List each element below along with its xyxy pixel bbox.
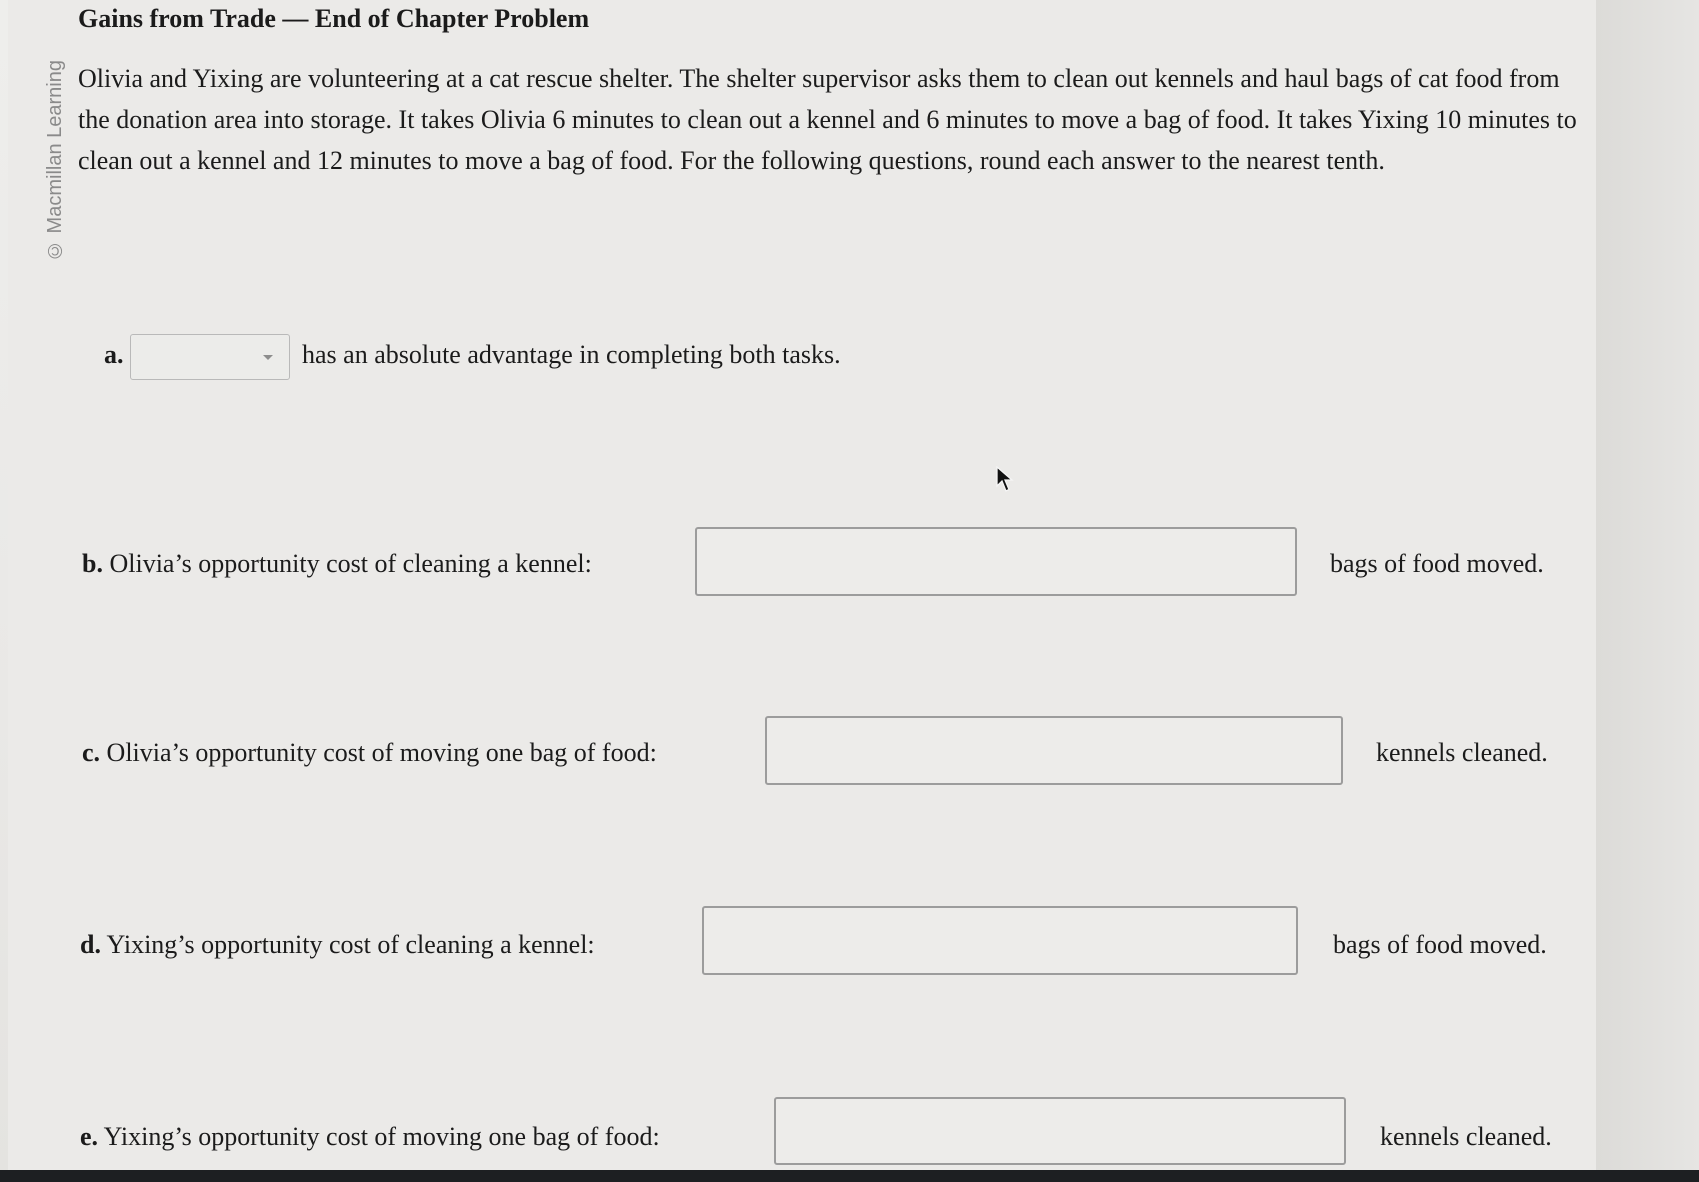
question-c-prompt: c. Olivia’s opportunity cost of moving one bag of food: [82, 738, 657, 767]
question-e-unit: kennels cleaned. [1380, 1122, 1552, 1151]
question-b-prompt: b. Olivia’s opportunity cost of cleaning a kennel: [82, 549, 592, 578]
question-d-prompt: d. Yixing’s opportunity cost of cleaning a kennel: [80, 930, 595, 959]
right-margin [1596, 0, 1699, 1170]
question-a-dropdown[interactable] [130, 334, 290, 380]
problem-statement: Olivia and Yixing are volunteering at a cat rescue shelter. The shelter supervisor asks them to clean out kennels and haul bags of cat food from the donation area into storage. It takes Olivia 6 minutes to clean out a kennel and 6 minutes to move a bag of food. It takes Yixing 10 minutes to clean out a kennel and 12 minutes to move a bag of food. For the following questions, round each answer to the nearest tenth. [78, 64, 1577, 175]
question-a-text: has an absolute advantage in completing both tasks. [302, 340, 841, 369]
question-e-input[interactable] [774, 1097, 1346, 1165]
question-c-unit: kennels cleaned. [1376, 738, 1548, 767]
question-b-input[interactable] [695, 527, 1297, 596]
question-a-letter: a. [104, 340, 124, 369]
copyright-watermark: © Macmillan Learning [44, 60, 66, 261]
mouse-cursor-icon [996, 466, 1014, 494]
question-d-input[interactable] [702, 906, 1298, 975]
question-b-unit: bags of food moved. [1330, 549, 1544, 578]
page-title: Gains from Trade — End of Chapter Problem [78, 4, 590, 33]
chevron-down-icon [263, 355, 273, 360]
question-c-input[interactable] [765, 716, 1343, 785]
question-e-prompt: e. Yixing’s opportunity cost of moving one bag of food: [80, 1122, 660, 1151]
screen-bezel [0, 1170, 1699, 1182]
question-d-unit: bags of food moved. [1333, 930, 1547, 959]
